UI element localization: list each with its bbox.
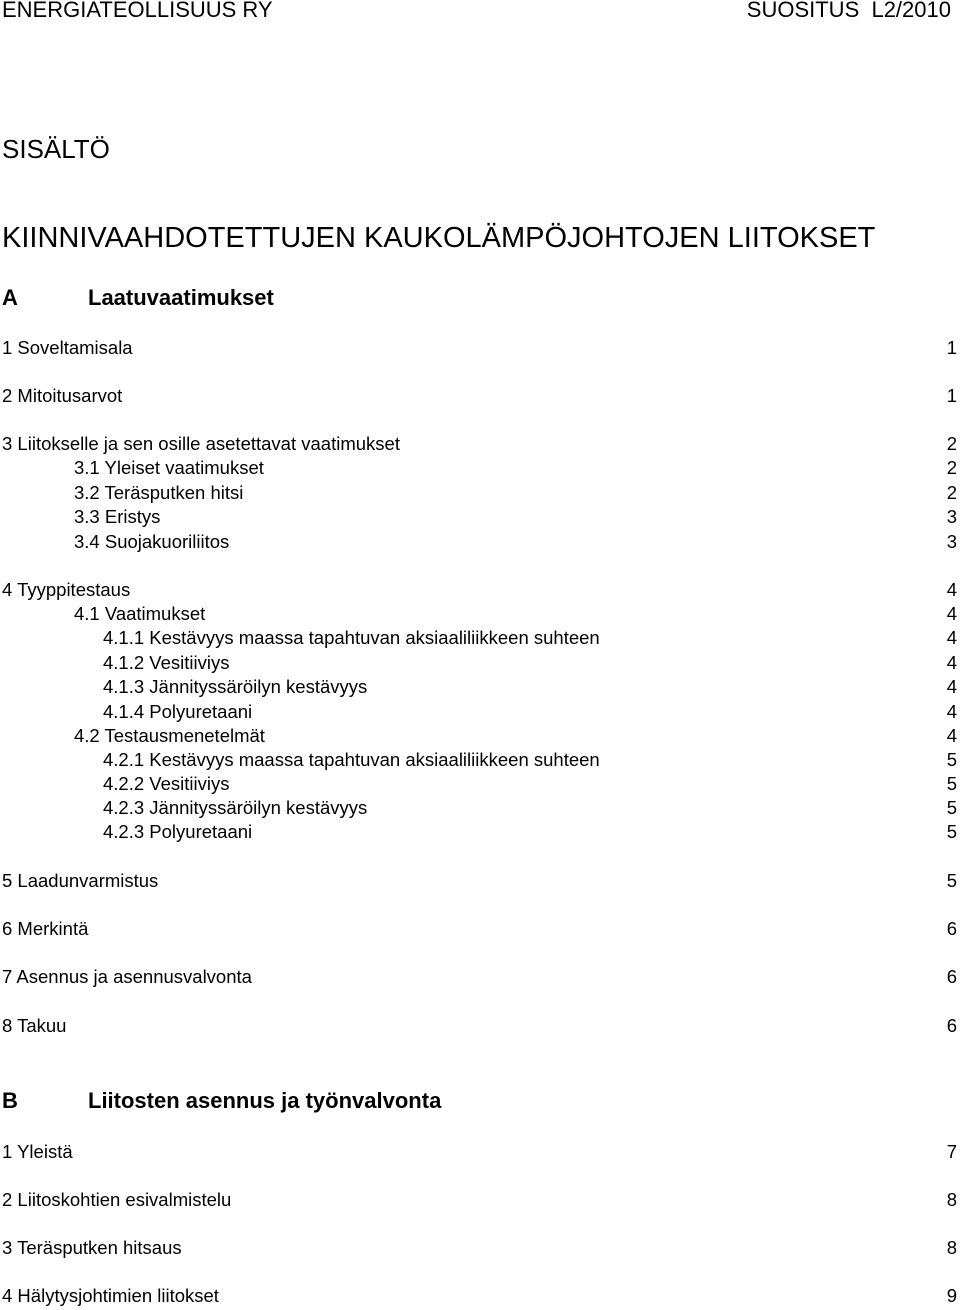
toc-entry	[2, 530, 957, 554]
toc-entry-label: 4.1.2 Vesitiiviys	[103, 652, 230, 673]
toc-entry	[2, 869, 957, 893]
toc-entry-page-number: 4	[946, 701, 957, 722]
toc-entry-page-number: 6	[946, 966, 957, 987]
section-b-letter: B	[2, 1088, 18, 1113]
toc-entry-label: 8 Takuu	[2, 1015, 67, 1036]
toc-entry	[2, 432, 957, 456]
toc-entry	[2, 724, 957, 748]
toc-entry-page-number: 5	[946, 821, 957, 842]
toc-entry-page-number: 4	[946, 579, 957, 600]
toc-entry-page-number: 5	[946, 773, 957, 794]
toc-entry	[2, 748, 957, 772]
header-recommendation: SUOSITUS L2/2010	[746, 0, 951, 22]
toc-entry	[2, 578, 957, 602]
toc-entry-label: 6 Merkintä	[2, 918, 89, 939]
toc-entry-label: 2 Liitoskohtien esivalmistelu	[2, 1189, 232, 1210]
toc-entry-page-number: 4	[946, 652, 957, 673]
toc-entry-label: 1 Soveltamisala	[2, 337, 133, 358]
toc-entry-label: 4.1 Vaatimukset	[74, 603, 206, 624]
toc-entry-page-number: 4	[946, 603, 957, 624]
toc-entry	[2, 602, 957, 626]
toc-entry-label: 3 Liitokselle ja sen osille asetettavat vaatimukset	[2, 433, 400, 454]
toc-entry-label: 4.2.1 Kestävyys maassa tapahtuvan aksiaaliliikkeen suhteen	[103, 749, 600, 770]
toc-entry-page-number: 2	[946, 457, 957, 478]
toc-entry-page-number: 2	[946, 482, 957, 503]
toc-entry	[2, 1284, 957, 1308]
header-organization: ENERGIATEOLLISUUS RY	[2, 0, 273, 22]
toc-entry	[2, 820, 957, 844]
toc-entry	[2, 336, 957, 360]
section-a-title: Laatuvaatimukset	[88, 285, 274, 310]
toc-entry-label: 1 Yleistä	[2, 1141, 73, 1162]
toc-entry	[2, 1014, 957, 1038]
toc-entry-label: 7 Asennus ja asennusvalvonta	[2, 966, 252, 987]
toc-entry	[2, 917, 957, 941]
toc-entry-page-number: 4	[946, 676, 957, 697]
toc-entry-page-number: 2	[946, 433, 957, 454]
toc-entry	[2, 796, 957, 820]
toc-entry-page-number: 3	[946, 506, 957, 527]
toc-entry-label: 3.2 Teräsputken hitsi	[74, 482, 244, 503]
section-a-heading	[2, 285, 274, 311]
toc-entry-page-number: 4	[946, 627, 957, 648]
toc-entry	[2, 651, 957, 675]
toc-entry	[2, 700, 957, 724]
toc-entry-page-number: 5	[946, 749, 957, 770]
contents-heading: SISÄLTÖ	[2, 134, 110, 164]
toc-entry-page-number: 1	[946, 337, 957, 358]
toc-entry-page-number: 1	[946, 385, 957, 406]
document-title: KIINNIVAAHDOTETTUJEN KAUKOLÄMPÖJOHTOJEN LIITOKSET	[2, 222, 876, 254]
toc-entry-page-number: 7	[946, 1141, 957, 1162]
toc-entry-page-number: 3	[946, 531, 957, 552]
toc-entry	[2, 1236, 957, 1260]
section-b-heading	[2, 1088, 441, 1114]
toc-entry-label: 4 Hälytysjohtimien liitokset	[2, 1285, 219, 1306]
section-b-title: Liitosten asennus ja työnvalvonta	[88, 1088, 442, 1113]
toc-entry-page-number: 6	[946, 918, 957, 939]
toc-entry-label: 2 Mitoitusarvot	[2, 385, 123, 406]
toc-entry-label: 4.1.1 Kestävyys maassa tapahtuvan aksiaaliliikkeen suhteen	[103, 627, 600, 648]
toc-entry-page-number: 5	[946, 870, 957, 891]
toc-entry	[2, 1188, 957, 1212]
toc-entry-page-number: 5	[946, 797, 957, 818]
toc-entry	[2, 1140, 957, 1164]
toc-entry	[2, 772, 957, 796]
toc-entry-page-number: 8	[946, 1237, 957, 1258]
toc-entry-page-number: 9	[946, 1285, 957, 1306]
toc-entry-label: 4.1.3 Jännityssäröilyn kestävyys	[103, 676, 368, 697]
toc-entry-page-number: 6	[946, 1015, 957, 1036]
toc-entry-label: 4.1.4 Polyuretaani	[103, 701, 253, 722]
toc-entry-label: 3.4 Suojakuoriliitos	[74, 531, 230, 552]
toc-entry-label: 4.2.3 Polyuretaani	[103, 821, 253, 842]
toc-entry-page-number: 4	[946, 725, 957, 746]
toc-entry-label: 5 Laadunvarmistus	[2, 870, 159, 891]
toc-entry-label: 4 Tyyppitestaus	[2, 579, 131, 600]
toc-entry-label: 3.1 Yleiset vaatimukset	[74, 457, 264, 478]
section-a-letter: A	[2, 285, 18, 310]
toc-entry	[2, 626, 957, 650]
toc-entry	[2, 481, 957, 505]
toc-entry	[2, 505, 957, 529]
toc-entry	[2, 675, 957, 699]
toc-entry-page-number: 8	[946, 1189, 957, 1210]
toc-entry	[2, 384, 957, 408]
toc-entry-label: 4.2 Testausmenetelmät	[74, 725, 265, 746]
toc-entry	[2, 456, 957, 480]
toc-entry-label: 4.2.2 Vesitiiviys	[103, 773, 230, 794]
toc-entry	[2, 965, 957, 989]
toc-entry-label: 3.3 Eristys	[74, 506, 161, 527]
toc-entry-label: 3 Teräsputken hitsaus	[2, 1237, 182, 1258]
toc-entry-label: 4.2.3 Jännityssäröilyn kestävyys	[103, 797, 368, 818]
